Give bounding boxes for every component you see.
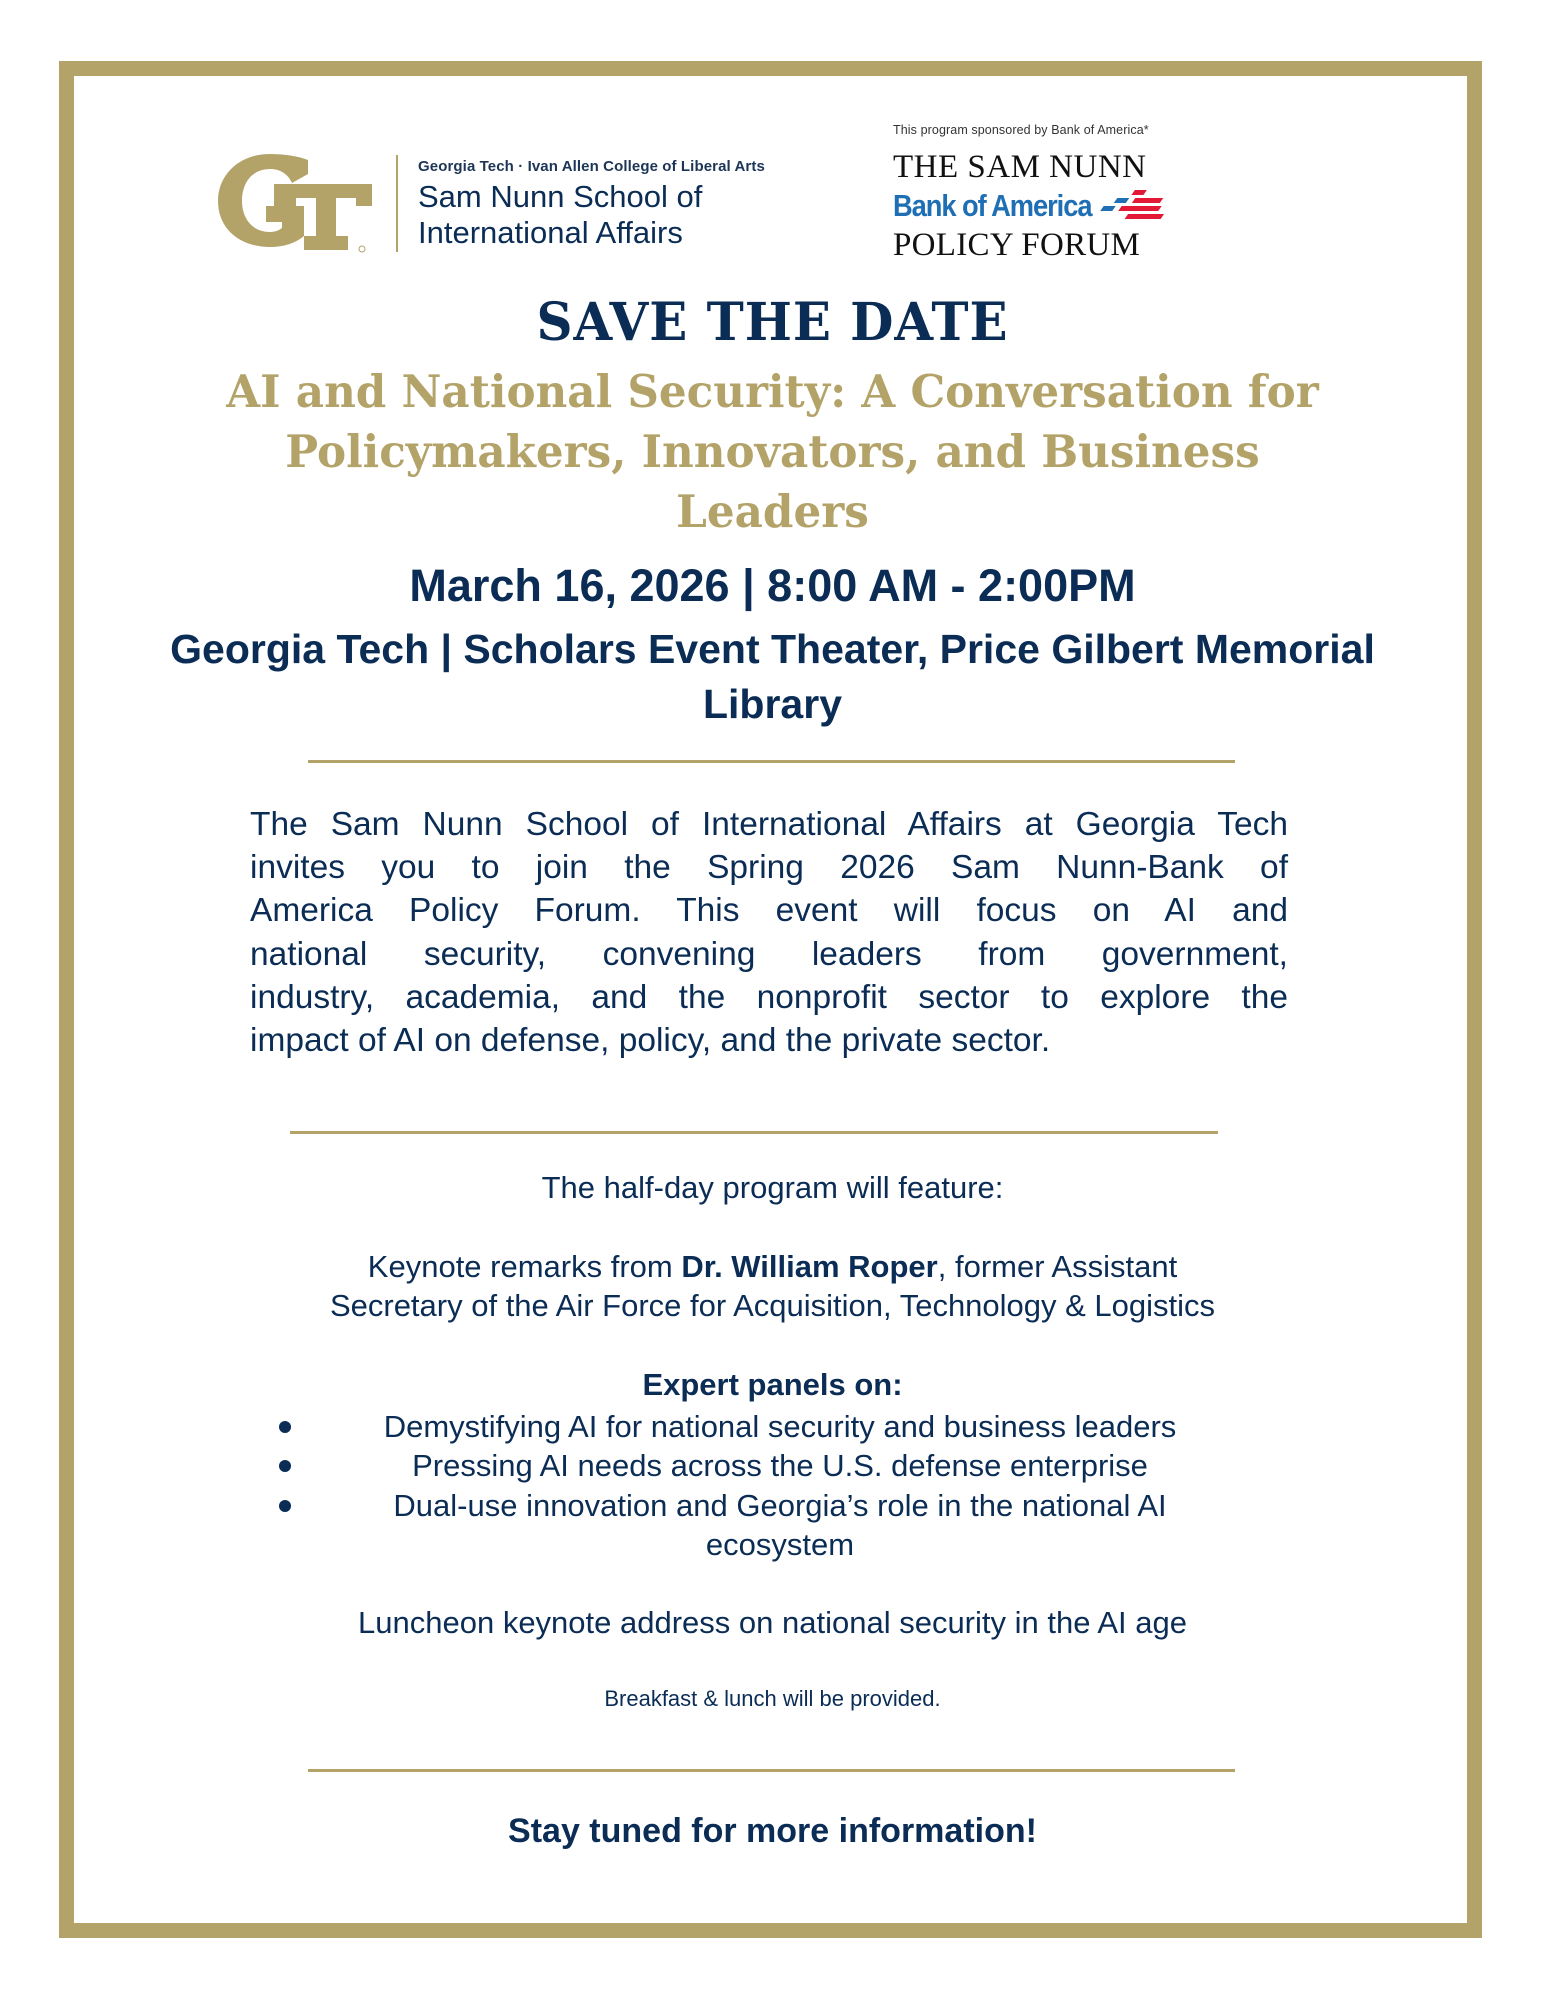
gt-college-name: Georgia Tech · Ivan Allen College of Liberal Arts (418, 158, 765, 175)
forum-name-line1: THE SAM NUNN (893, 149, 1147, 185)
panels-list (0, 1407, 1545, 1564)
sponsor-note: This program sponsored by Bank of America* (893, 123, 1149, 137)
divider (308, 760, 1235, 763)
intro-line: national security, convening leaders from government, (250, 935, 1288, 973)
boa-brand-row (893, 186, 1233, 226)
gt-logo-text (418, 158, 765, 251)
keynote-line1 (0, 1247, 1545, 1286)
event-date-time: March 16, 2026 | 8:00 AM - 2:00PM (409, 560, 1136, 611)
event-title-line: AI and National Security: A Conversation for (226, 365, 1319, 418)
intro-line: invites you to join the Spring 2026 Sam Nunn-Bank of (250, 849, 1288, 887)
panel-list-item (0, 1446, 1545, 1485)
keynote-speaker-name: Dr. William Roper (681, 1249, 938, 1284)
save-the-date-heading: SAVE THE DATE (536, 292, 1009, 353)
keynote-line2: Secretary of the Air Force for Acquisition, Technology & Logistics (329, 1288, 1216, 1323)
keynote-suffix: , former Assistant (937, 1249, 1178, 1284)
bullet-icon (279, 1421, 291, 1433)
stay-tuned-message: Stay tuned for more information! (508, 1812, 1037, 1850)
gt-school-name-line2: International Affairs (418, 215, 683, 250)
event-venue-line: Library (703, 681, 842, 727)
intro-line: impact of AI on defense, policy, and the private sector. (250, 1022, 1051, 1060)
intro-paragraph (250, 803, 1288, 1062)
intro-line: America Policy Forum. This event will focus on AI and (250, 892, 1288, 930)
event-title-line: Policymakers, Innovators, and Business (285, 425, 1260, 478)
event-title (0, 362, 1545, 542)
intro-line: industry, academia, and the nonprofit sector to explore the (250, 978, 1288, 1016)
keynote-prefix: Keynote remarks from (367, 1249, 682, 1284)
event-title-line: Leaders (676, 485, 869, 538)
gt-monogram-logo (212, 146, 377, 256)
program-intro: The half-day program will feature: (541, 1170, 1004, 1205)
panel-list-item (0, 1407, 1545, 1446)
divider (308, 1769, 1235, 1772)
panel-list-item-continuation (0, 1525, 1545, 1564)
panel-topic: Demystifying AI for national security and business leaders (383, 1409, 1177, 1444)
panel-topic: Dual-use innovation and Georgia’s role in the national AI (393, 1487, 1167, 1523)
keynote-description (0, 1247, 1545, 1325)
panel-topic-continued: ecosystem (705, 1526, 855, 1562)
logo-divider (396, 155, 398, 252)
gt-school-name-line1: Sam Nunn School of (418, 179, 703, 214)
divider (290, 1131, 1218, 1134)
panels-heading: Expert panels on: (642, 1367, 903, 1402)
forum-name-line3: POLICY FORUM (893, 227, 1141, 263)
boa-flag-icon (1097, 187, 1175, 225)
bullet-icon (279, 1500, 291, 1512)
intro-line: The Sam Nunn School of International Affairs at Georgia Tech (250, 806, 1288, 843)
bullet-icon (279, 1460, 291, 1472)
boa-forum-logo (893, 123, 1233, 263)
panel-list-item (0, 1486, 1545, 1525)
panel-topic: Pressing AI needs across the U.S. defense enterprise (412, 1448, 1148, 1484)
meals-note: Breakfast & lunch will be provided. (604, 1686, 941, 1711)
luncheon-keynote: Luncheon keynote address on national security in the AI age (358, 1605, 1187, 1640)
boa-wordmark: Bank of America (893, 188, 1092, 223)
event-venue (0, 622, 1545, 732)
event-venue-line: Georgia Tech | Scholars Event Theater, Price Gilbert Memorial (170, 626, 1375, 672)
